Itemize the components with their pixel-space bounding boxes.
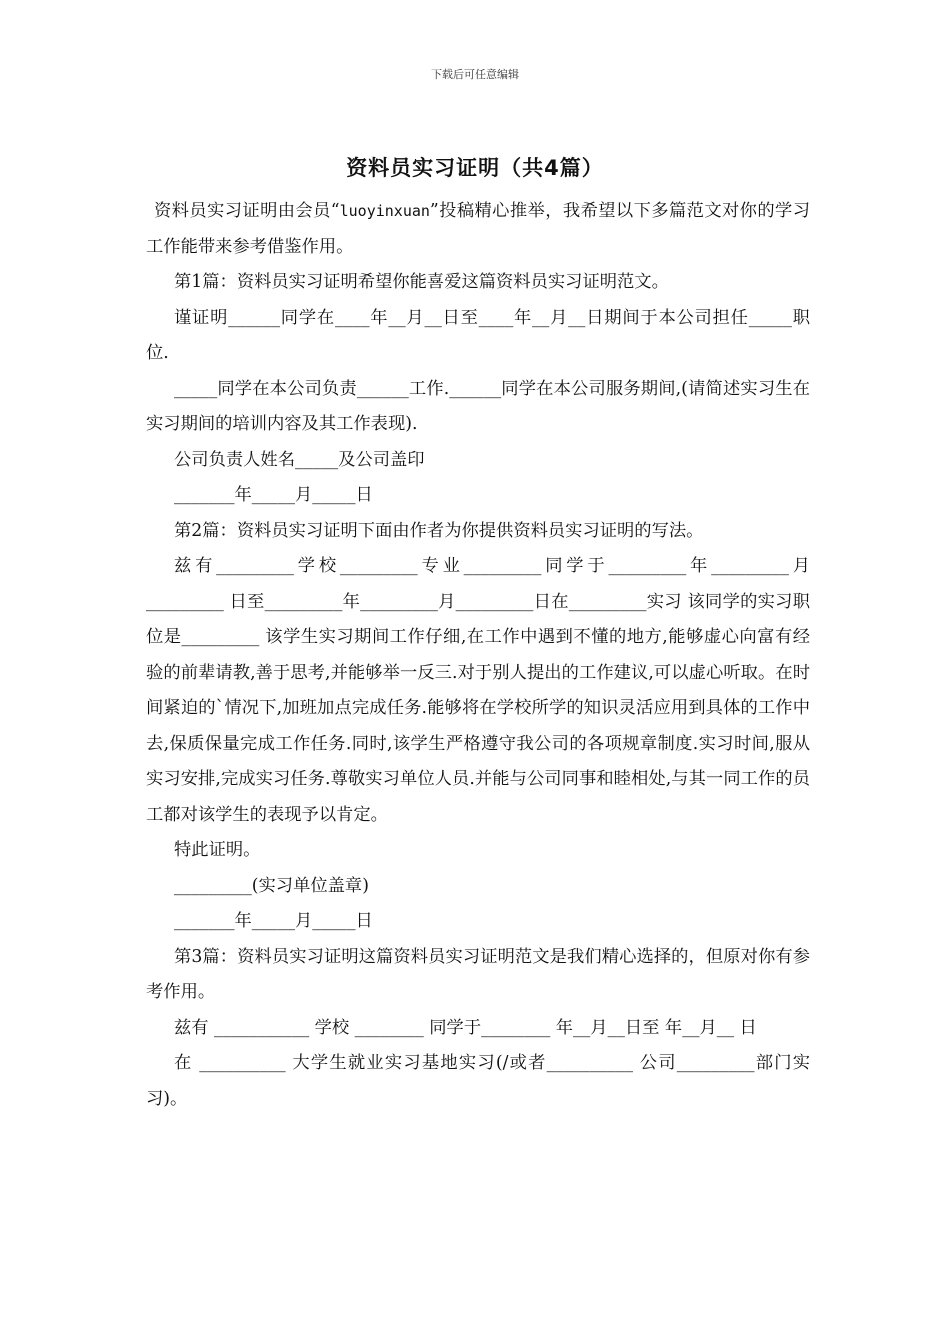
part1-signature-line: 公司负责人姓名_____及公司盖印 <box>174 449 425 470</box>
page-header-note: 下载后可任意编辑 <box>431 68 519 81</box>
intro-paragraph <box>146 194 810 265</box>
part3-student-line: 兹有 ___________ 学校 ________ 同学于________ 年__月__日至 年__月__ 日 <box>174 1017 757 1038</box>
part2-heading: 第2篇：资料员实习证明下面由作者为你提供资料员实习证明的写法。 <box>174 520 704 541</box>
document-body <box>146 194 810 1117</box>
part1-certify-line: 谨证明______同学在____年__月__日至____年__月__日期间于本公司担任_____职位. <box>146 307 810 363</box>
member-name: luoyinxuan <box>339 202 430 220</box>
part2-seal-line: _________(实习单位盖章) <box>174 875 369 896</box>
part3-heading: 第3篇：资料员实习证明这篇资料员实习证明范文是我们精心选择的，但原对你有参考作用。 <box>146 946 810 1002</box>
part2-certify-line: 特此证明。 <box>174 840 261 860</box>
part2-date-line: _______年_____月_____日 <box>174 911 373 931</box>
part2-body-paragraph: 兹有_________学校_________专业_________同学于_________年_________月_________ 日至_________年_________月_________日在_________实习 该同学的实习职位是_________ 该学生实习期间工作仔细,在工作中遇到不懂的地方,能够虚心向富有经验的前辈请教,善于思考,并能够举一反三.对于别人提出的工作建议,可以虚心听取。在时间紧迫的`情况下,加班加点完成任务.能够将在学校所学的知识灵活应用到具体的工作中去,保质保量完成工作任务.同时,该学生严格遵守我公司的各项规章制度.实习时间,服从实习安排,完成实习任务.尊敬实习单位人员.并能与公司同事和睦相处,与其一同工作的员工都对该学生的表现予以肯定。 <box>146 556 810 825</box>
intro-text-after: ”投稿精心推举，我希望以下多篇范文对你的学习工作能带来参考借鉴作用。 <box>146 201 810 257</box>
part1-date-line: _______年_____月_____日 <box>174 485 373 505</box>
document-title: 资料员实习证明（共4篇） <box>346 156 604 180</box>
part3-base-line: 在 __________ 大学生就业实习基地实习(/或者__________ 公司_________部门实习)。 <box>146 1053 810 1109</box>
intro-text-before: 资料员实习证明由会员“ <box>154 201 340 221</box>
part1-heading: 第1篇：资料员实习证明希望你能喜爱这篇资料员实习证明范文。 <box>174 272 669 292</box>
part1-duty-paragraph: _____同学在本公司负责______工作.______同学在本公司服务期间,(请简述实习生在实习期间的培训内容及其工作表现). <box>146 378 810 434</box>
